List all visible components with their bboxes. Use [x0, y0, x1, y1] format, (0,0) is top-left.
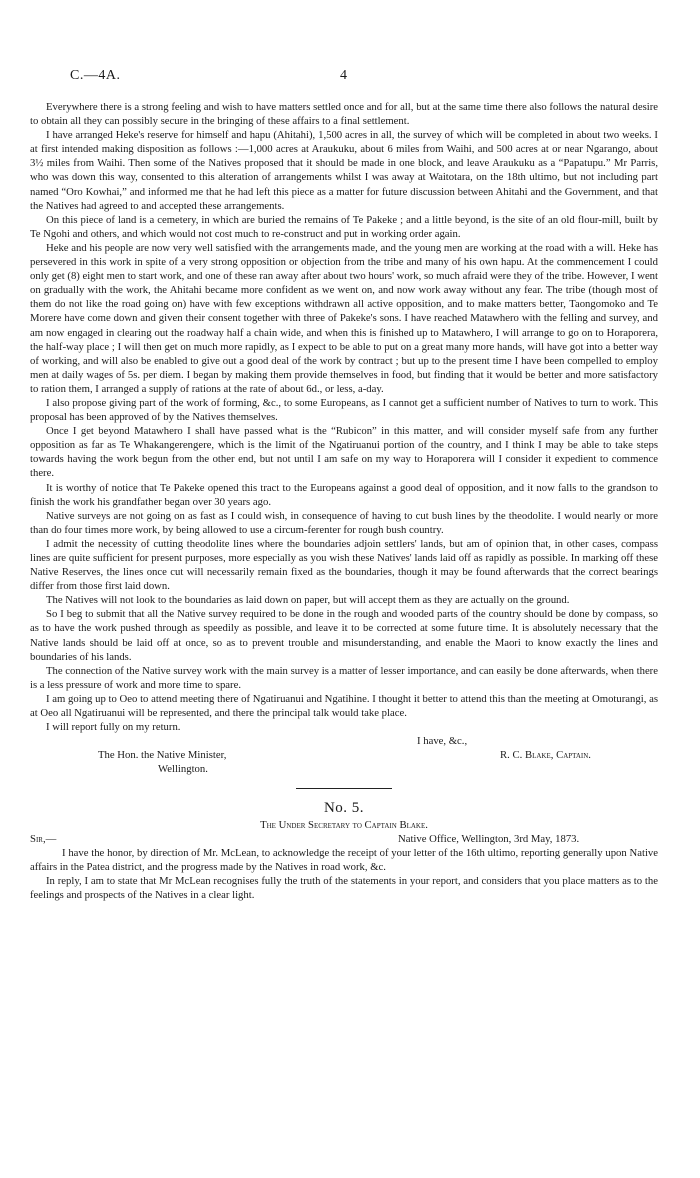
- closing-row-1: [30, 734, 658, 748]
- paragraph: The Natives will not look to the boundaries as laid down on paper, but will accept them as they are actually on the ground.: [46, 594, 570, 607]
- paragraph: Heke and his people are now very well satisfied with the arrangements made, and the young men are working at the road with a will. Heke has persevered in this work in spite of a very strong opposition or objection from the tribe and many of his own hapu. At the commencement I could only get (8) eight men to start work, and one of these ran away after about two hours' work, so much afraid were they of the tribe. However, I went on gradually with the work, the Ahitahi became more confident as we went on, and now work away without any fear. The tribe (though most of them do not like the road going on) have with few exceptions withdrawn all active opposition, and to make matters better, Taongomoko and Te Morere have come down and given their consent together with three of Pakeke's sons. I have reached Matawhero with the felling and survey, and am now engaged in clearing out the roadway half a chain wide, and when this is finished up to Matawhero, I will arrange to go on to Horaporera, the half-way place ; I will then get on much more rapidly, as I expect to be able to put on a great many more hands, will have got into a better way of working, and will also be enabled to give out a good deal of the work by contract ; but up to the present time I have been compelled to employ men at daily wages of 5s. per diem. I began by making them provide themselves in food, but finding that it would be better and more satisfactory to ration them, I arranged a supply of rations at the rate of about 6d., or less, a-day.: [30, 241, 658, 395]
- paragraph: I will report fully on my return.: [46, 721, 181, 734]
- paragraph: I also propose giving part of the work of forming, &c., to some Europeans, as I cannot get a sufficient number of Natives to turn to work. This proposal has been approved of by the Natives themselves.: [30, 396, 658, 424]
- paragraph: I am going up to Oeo to attend meeting there of Ngatiruanui and Ngatihine. I thought it better to attend this than the meeting at Omoturangi, as at Oeo all Ngatiruanui will be represented, and there the principal talk would take place.: [30, 692, 658, 720]
- salutation-row: [30, 832, 658, 846]
- letter-4-body: [30, 100, 658, 734]
- addressee-line-1: The Hon. the Native Minister,: [98, 749, 227, 762]
- paragraph: I have the honor, by direction of Mr. McLean, to acknowledge the receipt of your letter of the 16th ultimo, reporting generally upon Native affairs in the Patea district, and the progress made by the Natives in road work, &c.: [30, 846, 658, 873]
- page-number: 4: [340, 68, 347, 83]
- paragraph: On this piece of land is a cemetery, in which are buried the remains of Te Pakeke ; and a little beyond, is the site of an old flour-mill, built by Te Ngohi and others, and which would not cost much to re-construct and put in working order again.: [30, 213, 658, 240]
- closing-row-2: [30, 748, 658, 762]
- closing-row-3: [30, 762, 658, 776]
- paragraph: In reply, I am to state that Mr McLean recognises fully the truth of the statements in your report, and considers that you place matters as to the feelings and prospects of the Natives in a clear light.: [30, 874, 658, 901]
- valediction: I have, &c.,: [417, 735, 468, 748]
- page-header: [70, 68, 658, 90]
- letter-5-body: [30, 846, 658, 902]
- document-body: [30, 100, 658, 902]
- paragraph: So I beg to submit that all the Native survey required to be done in the rough and wooded parts of the country should be done by compass, so as to have the work pushed through as speedily as possible, and leave it to be corrected at some future time. It is absolutely necessary that the Native lands should be laid off at once, so as to prevent trouble and misunderstanding, and enable the Maori to know exactly the lines and boundaries of his lands.: [30, 608, 658, 663]
- paragraph: Native surveys are not going on as fast as I could wish, in consequence of having to cut bush lines by the theodolite. I would nearly or more than do four times more work, by being allowed to use a circum-ferenter for rough bush country.: [30, 509, 658, 536]
- paragraph: Once I get beyond Matawhero I shall have passed what is the “Rubicon” in this matter, and will consider myself safe from any further opposition as far as Te Whakangerengere, which is the limit of the Ngatiruanui portion of the country, and I think I may be able to take steps towards having the work begun from the other end, but not until I am safe on my way to Horaporera will I consider it expedient to commence there.: [30, 425, 658, 480]
- letter-heading: No. 5.: [323, 799, 365, 816]
- document-reference: C.—4A.: [70, 68, 121, 83]
- salutation: Sir,—: [30, 832, 57, 845]
- letter-subheading: The Under Secretary to Captain Blake.: [260, 818, 428, 831]
- paragraph: It is worthy of notice that Te Pakeke opened this tract to the Europeans against a good deal of opposition, and it now falls to the grandson to finish the work his grandfather began over 30 years ago.: [30, 481, 658, 508]
- paragraph: I admit the necessity of cutting theodolite lines where the boundaries adjoin settlers' lands, but am of opinion that, in other cases, compass lines are quite sufficient for present purposes, more especially as you wish these Natives' lands laid off as rapidly as possible. In marking off these Native Reserves, the lines once cut will necessarily remain fixed as the boundaries, though it may be found afterwards that the correct bearings differ from those first laid down.: [30, 537, 658, 593]
- paragraph: Everywhere there is a strong feeling and wish to have matters settled once and for all, but at the same time there also follows the natural desire to obtain all they can possibly secure in the bringing of these affairs to a final settlement.: [30, 101, 658, 128]
- paragraph: The connection of the Native survey work with the main survey is a matter of lesser importance, and can easily be done afterwards, when there is a less pressure of work and more time to spare.: [30, 664, 658, 691]
- paragraph: I have arranged Heke's reserve for himself and hapu (Ahitahi), 1,500 acres in all, the survey of which will be completed in about two weeks. I at first intended making disposition as follows :—1,000 acres at Araukuku, about 6 miles from Waihi, and 500 acres at or near Ngarango, about 3½ miles from Waihi. Then some of the Natives proposed that it should be made in one block, and leave Araukuku as a “Papatupu.” Mr Parris, who was down this way, consented to this alteration of arrangements whilst I was away at Waitotara, on the 18th ultimo, but not including part named “Oro Kowhai,” and informed me that he had left this piece as a matter for future discussion between Ahitahi and the Government, and that the Natives had agreed to and accepted these arrangements.: [30, 129, 658, 212]
- dateline: Native Office, Wellington, 3rd May, 1873.: [398, 832, 580, 845]
- addressee-line-2: Wellington.: [158, 763, 208, 776]
- signature: R. C. Blake, Captain.: [500, 749, 591, 762]
- section-divider: [296, 788, 392, 789]
